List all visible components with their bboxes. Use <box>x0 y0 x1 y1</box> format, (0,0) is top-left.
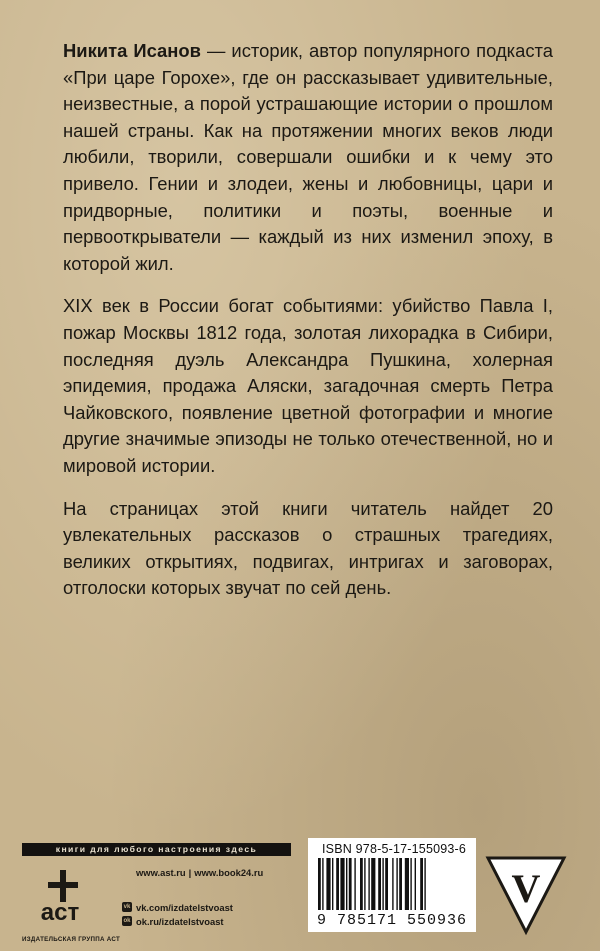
ast-logo-text: аст <box>40 899 80 926</box>
age-badge <box>484 852 568 936</box>
slogan-bar: книги для любого настроения здесь <box>22 843 291 856</box>
badge-letter: V <box>511 866 541 911</box>
url-separator: | <box>188 867 192 878</box>
link-book24[interactable]: www.book24.ru <box>194 867 264 878</box>
ast-logo <box>30 868 90 928</box>
blurb-paragraph-1-text: — историк, автор популярного подкаста «При царе Горохе», где он рассказывает удивительные, неизвестные, а порой устрашающие истории о прошлом нашей страны. Как на протяжении многих веков люди любили, творили, совершали ошибки и к чему это привело. Гении и злодеи, жены и любовницы, цари и придворные, политики и поэты, военные и первооткрыватели — каждый из них изменил эпоху, в которой жил. <box>63 40 553 274</box>
vk-icon: vk <box>123 904 131 910</box>
website-links <box>136 867 263 878</box>
barcode-box <box>308 838 476 932</box>
ok-icon: ok <box>123 918 131 924</box>
blurb-text <box>63 38 553 618</box>
isbn-text: ISBN 978-5-17-155093-6 <box>322 842 467 856</box>
link-ok[interactable]: ok.ru/izdatelstvoast <box>136 915 224 927</box>
social-row-ok[interactable] <box>122 914 233 928</box>
link-ast[interactable]: www.ast.ru <box>136 867 186 878</box>
social-links <box>122 900 233 928</box>
publisher-caption: ИЗДАТЕЛЬСКАЯ ГРУППА АСТ <box>22 936 121 943</box>
barcode-bars <box>316 858 468 912</box>
social-row-vk[interactable] <box>122 900 233 914</box>
blurb-paragraph-3: На страницах этой книги читатель найдет 20 увлекательных рассказов о страшных трагедиях, великих открытиях, подвигах, интригах и заговорах, отголоски которых звучат по сей день. <box>63 497 553 599</box>
author-name: Никита Исанов <box>63 40 201 61</box>
blurb-paragraph-1 <box>63 38 553 277</box>
blurb-paragraph-2: XIX век в России богат событиями: убийство Павла I, пожар Москвы 1812 года, золотая лихорадка в Сибири, последняя дуэль Александра Пушкина, холерная эпидемия, продажа Аляски, загадочная смерть Петра Чайковского, появление цветной фотографии и многие другие значимые эпизоды не только отечественной, но и мировой истории. <box>63 295 553 476</box>
link-vk[interactable]: vk.com/izdatelstvoast <box>136 901 233 913</box>
barcode-digits: 9 785171 550936 <box>316 912 468 929</box>
